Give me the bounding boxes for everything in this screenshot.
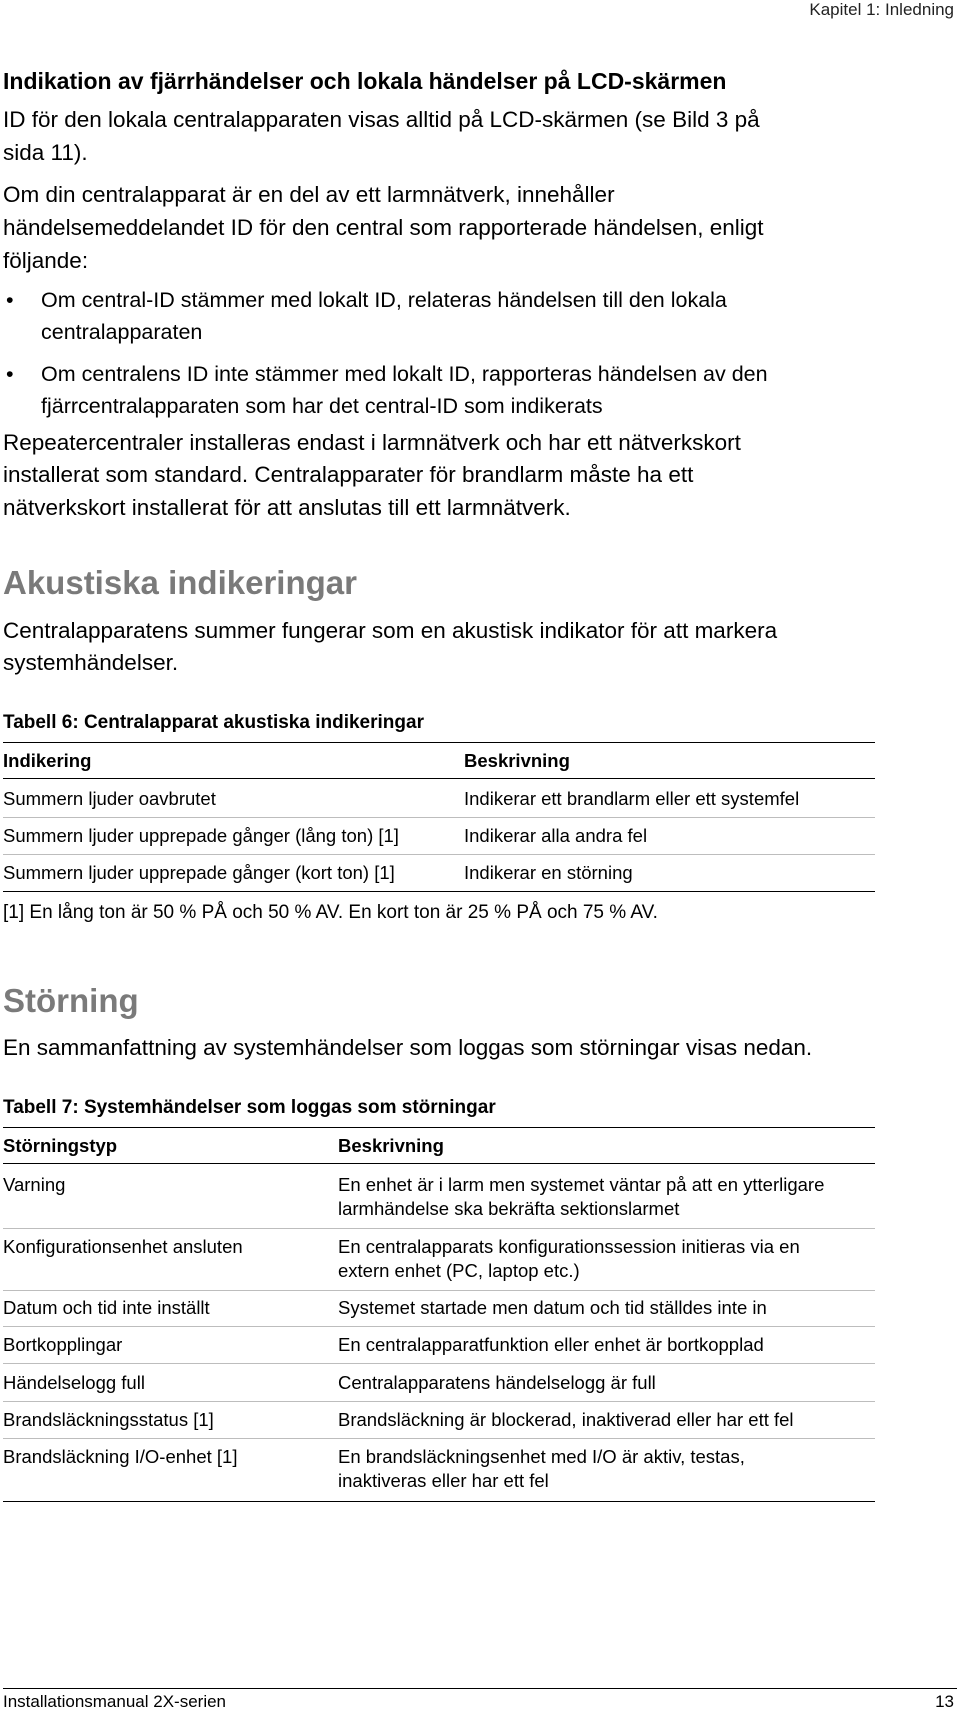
paragraph-line: Om din centralapparat är en del av ett larmnätverk, innehåller [3, 182, 615, 207]
section-heading-acoustic: Akustiska indikeringar [3, 564, 357, 601]
table-bottom-rule [3, 1501, 875, 1502]
table-header-storningstyp: Störningstyp [3, 1135, 118, 1156]
table-row-rule [3, 1438, 875, 1439]
paragraph-line: ID för den lokala centralapparaten visas alltid på LCD-skärmen (se Bild 3 på [3, 107, 760, 132]
table-cell: Systemet startade men datum och tid ställdes inte in [338, 1297, 767, 1318]
paragraph-line: En sammanfattning av systemhändelser som loggas som störningar visas nedan. [3, 1035, 813, 1060]
table-row-rule [3, 1228, 875, 1229]
footer-rule [3, 1688, 957, 1689]
table-top-rule [3, 1127, 875, 1128]
section-heading-lcd: Indikation av fjärrhändelser och lokala händelser på LCD-skärmen [3, 68, 727, 94]
table-cell: En centralapparats konfigurationssession initieras via en [338, 1236, 800, 1257]
table-cell: Varning [3, 1174, 66, 1195]
paragraph-line: systemhändelser. [3, 650, 179, 675]
table-row-rule [3, 817, 875, 818]
table-header-rule [3, 1163, 875, 1164]
table-row-rule [3, 1326, 875, 1327]
bullet-text: Om central-ID stämmer med lokalt ID, relateras händelsen till den lokala [41, 288, 727, 312]
table-cell: Brandsläckning I/O-enhet [1] [3, 1446, 238, 1467]
bullet-dot-icon: • [6, 362, 14, 386]
table-cell: Konfigurationsenhet ansluten [3, 1236, 243, 1257]
table-cell: Indikerar ett brandlarm eller ett systemfel [464, 788, 800, 809]
table-cell: Brandsläckning är blockerad, inaktiverad eller har ett fel [338, 1409, 794, 1430]
footer-page-number: 13 [935, 1692, 954, 1711]
table-cell: Bortkopplingar [3, 1334, 123, 1355]
table-cell: Händelselogg full [3, 1372, 145, 1393]
section-heading-storning: Störning [3, 982, 139, 1019]
table-cell: Datum och tid inte inställt [3, 1297, 210, 1318]
table-cell: Summern ljuder oavbrutet [3, 788, 216, 809]
table-row-rule [3, 854, 875, 855]
paragraph-line: nätverkskort installerat för att anslutas till ett larmnätverk. [3, 495, 571, 520]
table-header-indikering: Indikering [3, 750, 92, 771]
table-cell: extern enhet (PC, laptop etc.) [338, 1260, 580, 1281]
bullet-text: centralapparaten [41, 320, 203, 344]
paragraph-line: Centralapparatens summer fungerar som en akustisk indikator för att markera [3, 618, 778, 643]
table-cell: Summern ljuder upprepade gånger (lång ton) [1] [3, 825, 399, 846]
table-cell: En enhet är i larm men systemet väntar på att en ytterligare [338, 1174, 825, 1195]
table-cell: Brandsläckningsstatus [1] [3, 1409, 214, 1430]
bullet-text: fjärrcentralapparaten som har det central-ID som indikerats [41, 394, 603, 418]
table-cell: En brandsläckningsenhet med I/O är aktiv, testas, [338, 1446, 745, 1467]
table-cell: Centralapparatens händelselogg är full [338, 1372, 656, 1393]
bullet-item [3, 284, 943, 348]
table-footnote: [1] En lång ton är 50 % PÅ och 50 % AV. En kort ton är 25 % PÅ och 75 % AV. [3, 902, 658, 923]
table-cell: inaktiveras eller har ett fel [338, 1470, 549, 1491]
table-row-rule [3, 1401, 875, 1402]
table-row-rule [3, 1290, 875, 1291]
table-header-beskrivning: Beskrivning [464, 750, 570, 771]
paragraph-line: Repeatercentraler installeras endast i larmnätverk och har ett nätverkskort [3, 430, 741, 455]
table-caption: Tabell 7: Systemhändelser som loggas som störningar [3, 1097, 496, 1118]
table-bottom-rule [3, 891, 875, 892]
table-cell: Summern ljuder upprepade gånger (kort ton) [1] [3, 862, 395, 883]
bullet-dot-icon: • [6, 288, 14, 312]
bullet-text: Om centralens ID inte stämmer med lokalt ID, rapporteras händelsen av den [41, 362, 768, 386]
footer-manual-title: Installationsmanual 2X-serien [3, 1692, 227, 1711]
table-top-rule [3, 742, 875, 743]
table-cell: En centralapparatfunktion eller enhet är bortkopplad [338, 1334, 764, 1355]
table-header-beskrivning: Beskrivning [338, 1135, 444, 1156]
table-cell: larmhändelse ska bekräfta sektionslarmet [338, 1198, 680, 1219]
paragraph-line: installerat som standard. Centralapparater för brandlarm måste ha ett [3, 462, 694, 487]
table-header-rule [3, 778, 875, 779]
table-row-rule [3, 1363, 875, 1364]
table-cell: Indikerar alla andra fel [464, 825, 648, 846]
chapter-header: Kapitel 1: Inledning [809, 0, 954, 19]
table-caption: Tabell 6: Centralapparat akustiska indikeringar [3, 712, 424, 733]
bullet-item [3, 358, 943, 422]
paragraph-line: följande: [3, 248, 89, 273]
paragraph-line: sida 11). [3, 140, 88, 165]
paragraph-line: händelsemeddelandet ID för den central som rapporterade händelsen, enligt [3, 215, 764, 240]
table-cell: Indikerar en störning [464, 862, 633, 883]
